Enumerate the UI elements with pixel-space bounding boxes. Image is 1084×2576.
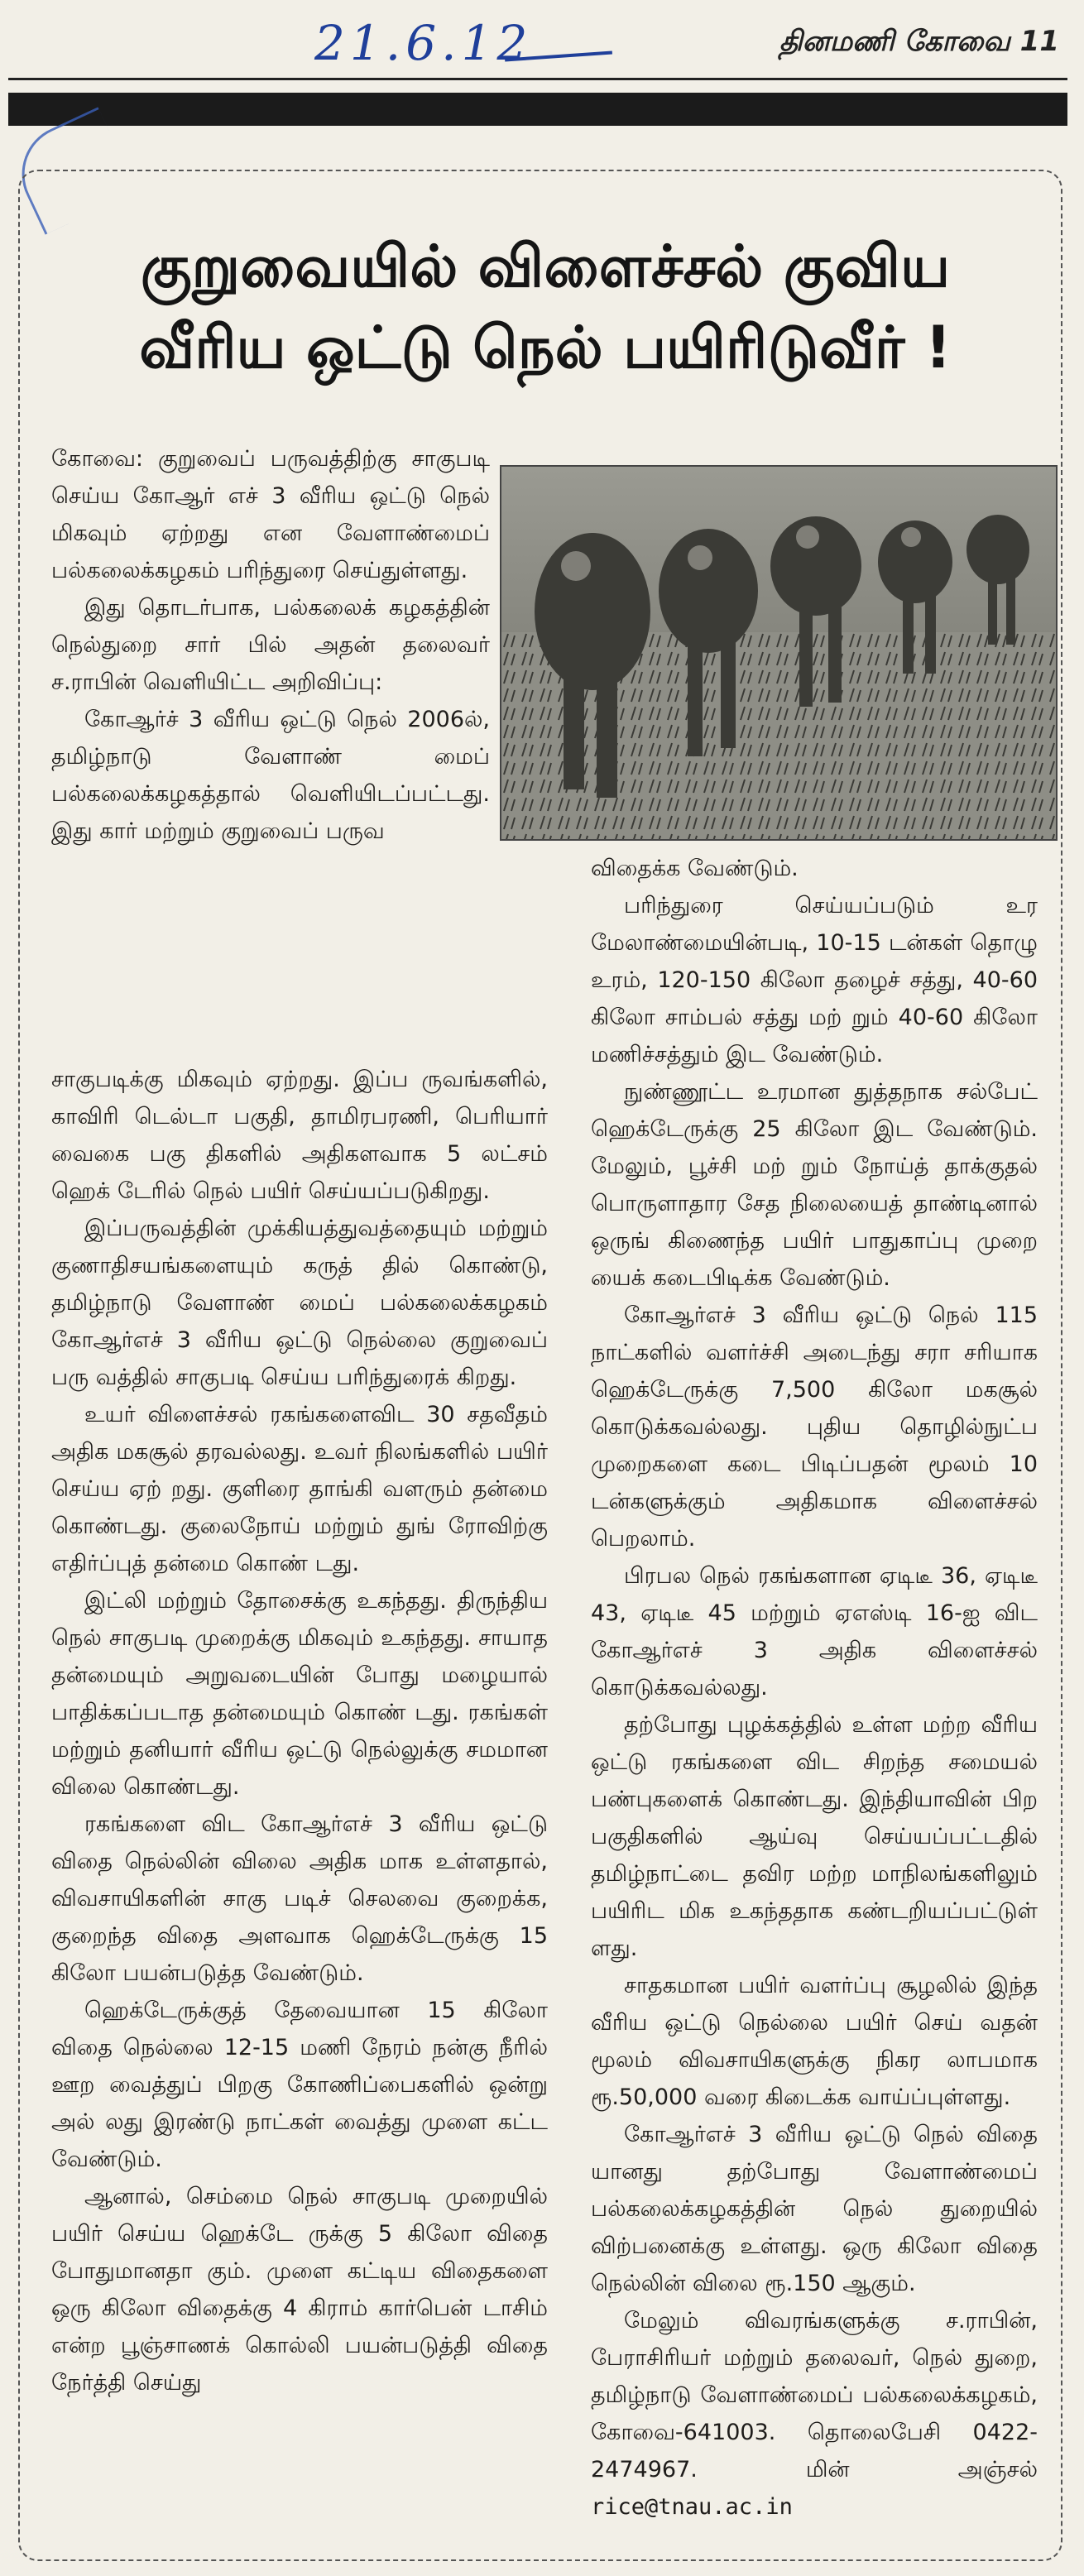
paragraph: கோஆர்ச் 3 வீரிய ஒட்டு நெல் 2006ல், தமிழ்நாடு வேளாண் மைப் பல்கலைக்கழகத்தால் வெளியிடப்பட்டது. இது கார் மற்றும் குறுவைப் பருவ (51, 707, 490, 844)
masthead: தினமணி கோவை 11 (779, 25, 1059, 58)
paragraph: கோஆர்எச் 3 வீரிய ஒட்டு நெல் 115 நாட்களில் வளர்ச்சி அடைந்து சரா சரியாக ஹெக்டேருக்கு 7,500 கிலோ மகசூல் கொடுக்கவல்லது. புதிய தொழில்நுட்ப முறைகளை கடை பிடிப்பதன் மூலம் 10 டன்களுக்கும் அதிகமாக விளைச்சல் பெறலாம். (591, 1302, 1038, 1552)
column-2 (591, 850, 1038, 2526)
black-banner (8, 93, 1067, 126)
paragraph: கோஆர்எச் 3 வீரிய ஒட்டு நெல் விதை யானது தற்போது வேளாண்மைப் பல்கலைக்கழகத்தின் நெல் துறையில் விற்பனைக்கு உள்ளது. ஒரு கிலோ விதை நெல்லின் விலை ரூ.150 ஆகும். (591, 2122, 1038, 2296)
paragraph: பரிந்துரை செய்யப்படும் உர மேலாண்மையின்படி, 10-15 டன்கள் தொழு உரம், 120-150 கிலோ தழைச் சத்து, 40-60 கிலோ சாம்பல் சத்து மற் றும் 40-60 கிலோ மணிச்சத்தும் இட வேண்டும். (591, 893, 1038, 1067)
handwritten-date: 21.6.12 (314, 15, 533, 71)
paragraph: உயர் விளைச்சல் ரகங்களைவிட 30 சதவீதம் அதிக மகசூல் தரவல்லது. உவர் நிலங்களில் பயிர் செய்ய ஏற் றது. குளிரை தாங்கி வளரும் தன்மை கொண்டது. குலைநோய் மற்றும் துங் ரோவிற்கு எதிர்ப்புத் தன்மை கொண் டது. (51, 1402, 548, 1576)
paragraph: பிரபல நெல் ரகங்களான ஏடிடீ 36, ஏடிடீ 43, ஏடிடீ 45 மற்றும் ஏஎஸ்டி 16-ஐ விட கோஆர்எச் 3 அதிக விளைச்சல் கொடுக்கவல்லது. (591, 1563, 1038, 1701)
paragraph: நுண்ணூட்ட உரமான துத்தநாக சல்பேட் ஹெக்டேருக்கு 25 கிலோ இட வேண்டும். மேலும், பூச்சி மற் றும் நோய்த் தாக்குதல் பொருளாதார சேத நிலையைத் தாண்டினால் ஒருங் கிணைந்த பயிர் பாதுகாப்பு முறை யைக் கடைபிடிக்க வேண்டும். (591, 1079, 1038, 1291)
paragraph: ரகங்களை விட கோஆர்எச் 3 வீரிய ஒட்டு விதை நெல்லின் விலை அதிக மாக உள்ளதால், விவசாயிகளின் சாகு படிச் செலவை குறைக்க, குறைந்த விதை அளவாக ஹெக்டேருக்கு 15 கிலோ பயன்படுத்த வேண்டும். (51, 1811, 548, 1986)
paragraph: ஆனால், செம்மை நெல் சாகுபடி முறையில் பயிர் செய்ய ஹெக்டே ருக்கு 5 கிலோ விதை போதுமானதா கும். முளை கட்டிய விதைகளை ஒரு கிலோ விதைக்கு 4 கிராம் கார்பென் டாசிம் என்ற பூஞ்சாணக் கொல்லி பயன்படுத்தி விதை நேர்த்தி செய்து (51, 2184, 548, 2396)
top-rule (8, 78, 1067, 80)
article-frame (18, 170, 1062, 2561)
paragraph: ஹெக்டேருக்குத் தேவையான 15 கிலோ விதை நெல்லை 12-15 மணி நேரம் நன்கு நீரில் ஊற வைத்துப் பிறகு கோணிப்பைகளில் ஒன்று அல் லது இரண்டு நாட்கள் வைத்து முளை கட்ட வேண்டும். (51, 1998, 548, 2172)
column-1-body (51, 1061, 548, 2401)
contact-paragraph (591, 2302, 1038, 2526)
paragraph: இப்பருவத்தின் முக்கியத்துவத்தையும் மற்றும் குணாதிசயங்களையும் கருத் தில் கொண்டு, தமிழ்நாடு வேளாண் மைப் பல்கலைக்கழகம் கோஆர்எச் 3 வீரிய ஒட்டு நெல்லை குறுவைப் பரு வத்தில் சாகுபடி செய்ய பரிந்துரைக் கிறது. (51, 1216, 548, 1390)
contact-text: மேலும் விவரங்களுக்கு ச.ராபின், பேராசிரியர் மற்றும் தலைவர், நெல் துறை, தமிழ்நாடு வேளாண்மைப் பல்கலைக்கழகம், கோவை-641003. தொலைபேசி 0422-2474967. மின் அஞ்சல் (591, 2308, 1038, 2482)
email-address[interactable]: rice@tnau.ac.in (591, 2494, 793, 2520)
rice-transplanting-photo (500, 465, 1058, 841)
headline-line-2: வீரிய ஒட்டு நெல் பயிரிடுவீர் ! (139, 314, 952, 381)
column-1-intro (51, 440, 490, 850)
paragraph: இட்லி மற்றும் தோசைக்கு உகந்தது. திருந்திய நெல் சாகுபடி முறைக்கு மிகவும் உகந்தது. சாயாத தன்மையும் அறுவடையின் போது மழையால் பாதிக்கப்படாத தன்மையும் கொண் டது. ரகங்கள் மற்றும் தனியார் வீரிய ஒட்டு நெல்லுக்கு சமமான விலை கொண்டது. (51, 1588, 548, 1800)
paragraph: தற்போது புழக்கத்தில் உள்ள மற்ற வீரிய ஒட்டு ரகங்களை விட சிறந்த சமையல் பண்புகளைக் கொண்டது. இந்தியாவின் பிற பகுதிகளில் ஆய்வு செய்யப்பட்டதில் தமிழ்நாட்டை தவிர மற்ற மாநிலங்களிலும் பயிரிட மிக உகந்ததாக கண்டறியப்பட்டுள் ளது. (591, 1712, 1038, 1961)
paragraph: கோவை: குறுவைப் பருவத்திற்கு சாகுபடி செய்ய கோஆர் எச் 3 வீரிய ஒட்டு நெல் மிகவும் ஏற்றது என வேளாண்மைப் பல்கலைக்கழகம் பரிந்துரை செய்துள்ளது. (51, 446, 490, 583)
paragraph: சாகுபடிக்கு மிகவும் ஏற்றது. இப்ப ருவங்களில், காவிரி டெல்டா பகுதி, தாமிரபரணி, பெரியார் வைகை பகு திகளில் அதிகளவாக 5 லட்சம் ஹெக் டேரில் நெல் பயிர் செய்யப்படுகிறது. (51, 1067, 548, 1204)
headline-line-1: குறுவையில் விளைச்சல் குவிய (140, 233, 951, 300)
paragraph: விதைக்க வேண்டும். (591, 856, 799, 881)
paragraph: சாதகமான பயிர் வளர்ப்பு சூழலில் இந்த வீரிய ஒட்டு நெல்லை பயிர் செய் வதன் மூலம் விவசாயிகளுக்கு நிகர லாபமாக ரூ.50,000 வரை கிடைக்க வாய்ப்புள்ளது. (591, 1973, 1038, 2110)
paragraph: இது தொடர்பாக, பல்கலைக் கழகத்தின் நெல்துறை சார் பில் அதன் தலைவர் ச.ராபின் வெளியிட்ட அறிவிப்பு: (51, 595, 490, 695)
